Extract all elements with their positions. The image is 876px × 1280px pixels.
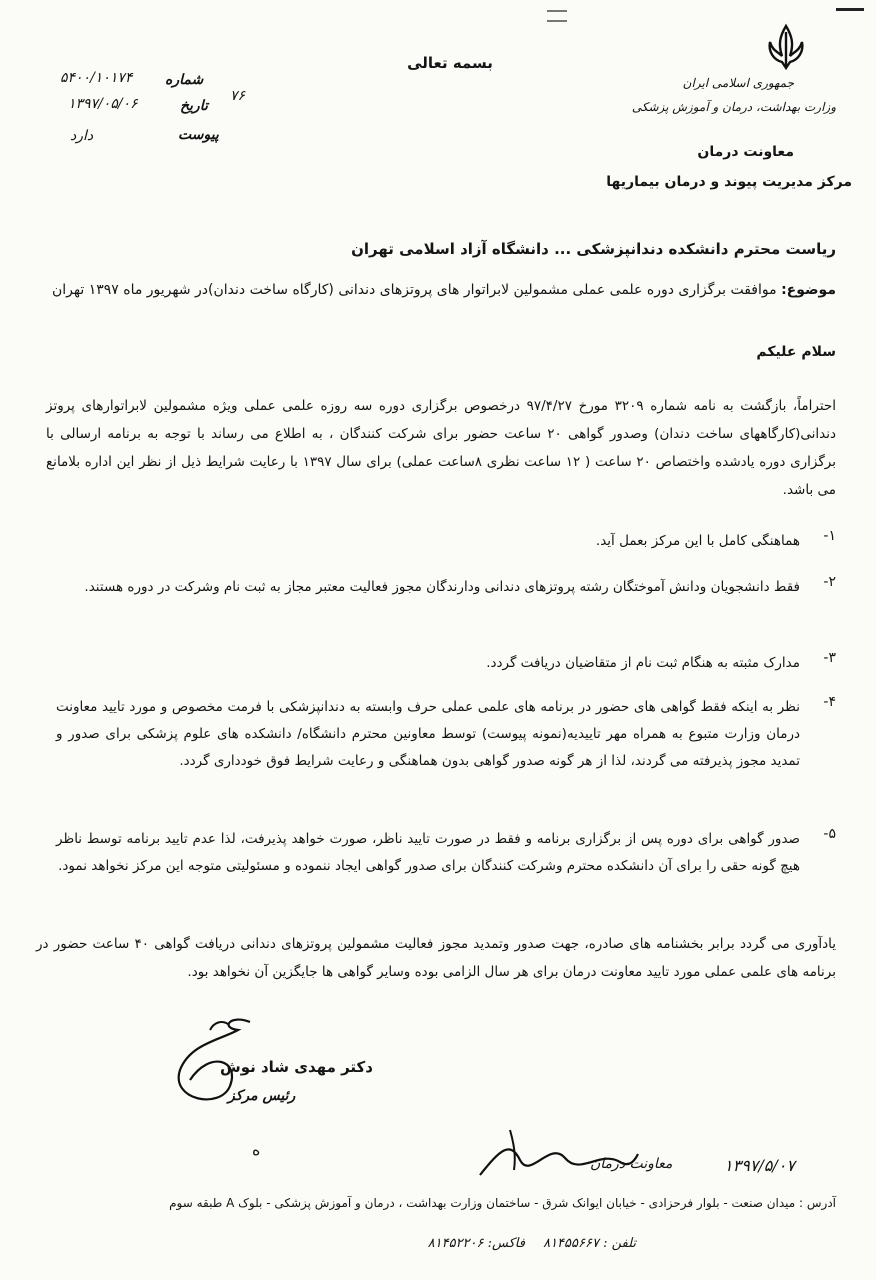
footer-address: آدرس : میدان صنعت - بلوار فرحزادی - خیابان ایوانک شرق - ساختمان وزارت بهداشت ، درمان و آموزش پزشکی - بلوک A طبقه سوم [169,1196,836,1210]
closing-paragraph: یادآوری می گردد برابر بخشنامه های صادره، جهت صدور وتمدید مجوز فعالیت مشمولین پروتزهای دندانی دریافت گواهی ۴۰ ساعت حضور در برنامه های علمی عملی مورد تایید معاونت درمان برای هر سال الزامی بوده وسایر گواهی ها جایگزین آن نخواهد بود. [36,936,837,980]
ministry-line-2: وزارت بهداشت، درمان و آموزش پزشکی [631,100,836,114]
list-item [56,574,836,601]
second-signature-note: معاونت درمان [590,1156,673,1172]
list-item [56,694,836,775]
list-item-text: فقط دانشجویان ودانش آموختگان رشته پروتزهای دندانی ودارندگان مجوز فعالیت معتبر مجاز به ثبت نام وشرکت در دوره هستند. [84,579,800,595]
list-item-text: نظر به اینکه فقط گواهی های حضور در برنامه های علمی عملی حرف وابسته به دندانپزشکی با فرمت مخصوص و مورد تایید معاونت درمان وزارت متبوع به همراه مهر تاییدیه(نمونه پیوست) توسط معاونین محترم دانشگاه/ دانشکده های علوم پزشکی برای صدور و تمدید مجوز پذیرفته می گردند، لذا از هر گونه صدور گواهی بدون هماهنگی و رعایت شرایط فوق خودداری گردد. [56,699,800,769]
date-value: ۱۳۹۷/۰۵/۰۶ [68,96,138,112]
footer-phone: تلفن : ۸۱۴۵۵۶۶۷ [543,1236,636,1251]
recipient: ریاست محترم دانشکده دندانپزشکی ... دانشگاه آزاد اسلامی تهران [351,240,836,258]
scan-mark [547,10,567,22]
second-signature-scribble [470,1120,640,1190]
list-item [56,650,836,677]
footer-contact [414,1236,636,1251]
list-item-number: -۲ [823,574,836,590]
scan-mark [836,8,864,11]
small-mark: ه [252,1140,261,1159]
list-item-text: هماهنگی کامل با این مرکز بعمل آید. [595,533,800,549]
attachment-label: پیوست [178,127,219,143]
footer-fax: فاکس: ۸۱۴۵۲۲۰۶ [427,1236,525,1251]
handwritten-mark: ۷۶ [230,88,246,104]
subject-line [36,276,836,304]
list-item-number: -۳ [823,650,836,666]
ministry-line-1: جمهوری اسلامی ایران [682,76,794,90]
number-label: شماره [165,72,204,88]
iran-emblem-icon [760,22,812,72]
list-item-text: مدارک مثبته به هنگام ثبت نام از متقاضیان دریافت گردد. [486,655,800,671]
attachment-value: دارد [70,128,94,144]
list-item-number: -۵ [823,826,836,842]
list-item-number: -۴ [823,694,836,710]
list-item-number: -۱ [823,528,836,544]
deputy-name: معاونت درمان [697,144,794,160]
list-item [56,826,836,880]
date-label: تاریخ [180,98,208,114]
greeting: سلام علیکم [756,344,836,360]
signer-title: رئیس مرکز [228,1088,296,1104]
list-item [56,528,836,555]
number-value: ۵۴۰۰/۱۰۱۷۴ [60,70,133,86]
subject-label: موضوع: [781,282,836,298]
subject-text: موافقت برگزاری دوره علمی عملی مشمولین لابراتوار های پروتزهای دندانی (کارگاه ساخت دندان)در شهریور ماه ۱۳۹۷ تهران [52,282,777,298]
bismillah-heading: بسمه تعالی [407,54,493,72]
signer-name: دکتر مهدی شاد نوش [220,1058,373,1076]
intro-paragraph: احتراماً، بازگشت به نامه شماره ۳۲۰۹ مورخ ۹۷/۴/۲۷ درخصوص برگزاری دوره سه روزه علمی عملی ویژه مشمولین لابراتوارهای پروتز دندانی(کارگاههای ساخت دندان) وصدور گواهی ۲۰ ساعت حضور برای شرکت کنندگان ، به اطلاع می رساند با توجه به برنامه ارسالی با برگزاری دوره یادشده واختصاص ۲۰ ساعت ( ۱۲ ساعت نظری ۸ساعت عملی) برای سال ۱۳۹۷ با رعایت شرایط ذیل از نظر این اداره بلامانع می باشد. [46,398,836,498]
center-name: مرکز مدیریت پیوند و درمان بیماریها [606,174,852,190]
list-item-text: صدور گواهی برای دوره پس از برگزاری برنامه و فقط در صورت تایید ناظر، صورت خواهد پذیرفت، لذا عدم تایید برنامه توسط ناظر هیچ گونه حقی را برای آن دانشکده محترم وشرکت کنندگان برای صدور گواهی ایجاد ننموده و مسئولیتی متوجه این مرکز نخواهد نمود. [56,831,800,874]
second-signature-date: ۱۳۹۷/۵/۰۷ [724,1156,795,1175]
